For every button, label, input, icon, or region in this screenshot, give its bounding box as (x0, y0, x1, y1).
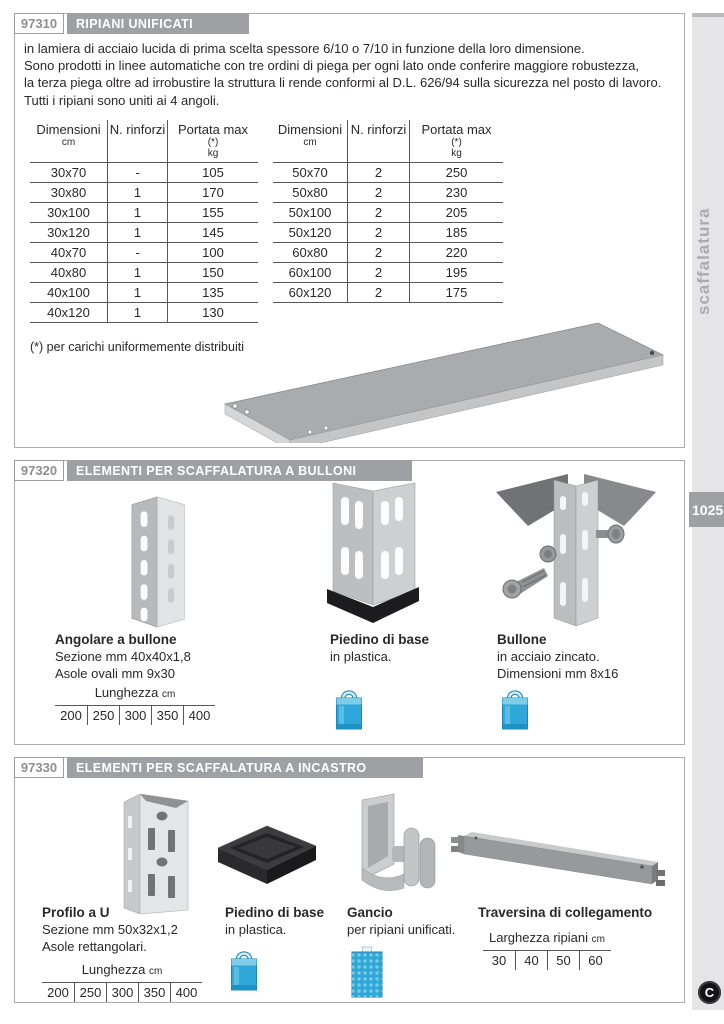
size-value: 200 (47, 985, 69, 1000)
crossbar-image (450, 818, 670, 902)
table-cell: 230 (409, 183, 503, 202)
sidebar-category-label: scaffalatura (694, 207, 713, 315)
table-body (30, 163, 258, 323)
header-unit: kg (207, 148, 219, 159)
item-title: Piedino di base (225, 905, 325, 920)
item-spec: Sezione mm 50x32x1,2 (42, 922, 178, 937)
angle-post-image (118, 492, 208, 628)
gancio-label (347, 904, 455, 938)
bullone-label (497, 631, 618, 682)
section-description (24, 40, 661, 109)
table-cell: 1 (107, 223, 167, 242)
header-label: N. rinforzi (350, 122, 407, 137)
section-code: 97330 (14, 757, 64, 778)
table-cell: 40x70 (50, 245, 87, 260)
section-title-bar: RIPIANI UNIFICATI (67, 13, 249, 34)
table-row (273, 203, 503, 223)
table-cell: 60x120 (288, 285, 332, 300)
table-cell: - (107, 163, 167, 182)
table-cell: 250 (409, 163, 503, 182)
item-spec: Sezione mm 40x40x1,8 (55, 649, 191, 664)
table-footnote: (*) per carichi uniformemente distribuiti (30, 340, 244, 354)
angolare-label (55, 631, 191, 682)
traversina-label (478, 904, 652, 921)
item-spec: in plastica. (225, 922, 287, 937)
table-cell: 220 (409, 243, 503, 262)
size-value: 400 (170, 983, 202, 1002)
size-value: 50 (547, 951, 579, 970)
section-header (14, 757, 423, 778)
table-row (273, 263, 503, 283)
size-value: 250 (87, 706, 119, 725)
header-label: Portata max (421, 122, 492, 137)
table-cell: 150 (167, 263, 258, 282)
table-cell: 2 (347, 243, 409, 262)
package-bag-icon (229, 948, 259, 992)
profilo-size-table (42, 962, 202, 1002)
header-note: (*) (207, 137, 219, 148)
table-cell: - (107, 243, 167, 262)
table-row (273, 243, 503, 263)
sidebar-top-edge (692, 13, 724, 17)
item-spec: in acciaio zincato. (497, 649, 600, 664)
table-cell: 155 (167, 203, 258, 222)
profilo-label (42, 904, 178, 955)
table-cell: 30x80 (50, 185, 87, 200)
size-value: 200 (60, 708, 82, 723)
section-ripiani-unificati (14, 13, 685, 448)
table-cell: 2 (347, 283, 409, 302)
table-row (273, 163, 503, 183)
capacity-table-left (30, 120, 258, 323)
hook-image (352, 792, 442, 904)
table-cell: 105 (167, 163, 258, 182)
table-cell: 2 (347, 203, 409, 222)
table-cell: 40x120 (47, 305, 90, 320)
table-cell: 40x100 (47, 285, 90, 300)
item-spec: in plastica. (330, 649, 392, 664)
table-cell: 100 (167, 243, 258, 262)
size-value: 250 (74, 983, 106, 1002)
size-table-header (42, 962, 202, 982)
size-value: 60 (579, 951, 611, 970)
size-value: 350 (151, 706, 183, 725)
size-values-row (483, 950, 611, 970)
description-line: Tutti i ripiani sono uniti ai 4 angoli. (24, 92, 220, 108)
size-label: Larghezza ripiani (489, 930, 589, 945)
table-row (30, 183, 258, 203)
section-header (14, 13, 249, 34)
size-table-header (55, 685, 215, 705)
header-unit: cm (61, 137, 76, 148)
table-row (30, 243, 258, 263)
description-line: in lamiera di acciaio lucida di prima scelta spessore 6/10 o 7/10 in funzione della loro dimensione. (24, 41, 585, 56)
brand-logo: C (698, 981, 721, 1004)
table-cell: 205 (409, 203, 503, 222)
description-line: Sono prodotti in linee automatiche con tre ordini di piega per ogni lato onde conferire maggiore robustezza, (24, 58, 639, 74)
item-spec: Asole ovali mm 9x30 (55, 666, 175, 681)
header-label: N. rinforzi (109, 122, 166, 137)
bolt-corner-image (492, 470, 660, 628)
table-cell: 1 (107, 203, 167, 222)
table-row (273, 283, 503, 303)
item-title: Profilo a U (42, 905, 110, 920)
size-value: 400 (183, 706, 215, 725)
item-spec: Dimensioni mm 8x16 (497, 666, 619, 681)
table-row (30, 163, 258, 183)
item-title: Piedino di base (330, 632, 430, 647)
table-header-cell (273, 120, 347, 162)
section-title-bar: ELEMENTI PER SCAFFALATURA A BULLONI (67, 460, 412, 481)
table-cell: 50x70 (292, 165, 328, 180)
size-label: Lunghezza (81, 962, 146, 977)
traversina-size-table (483, 930, 611, 970)
table-cell: 175 (409, 283, 503, 302)
table-header-cell (107, 120, 167, 162)
size-value: 300 (119, 706, 151, 725)
table-cell: 195 (409, 263, 503, 282)
table-cell: 1 (107, 283, 167, 302)
table-cell: 135 (167, 283, 258, 302)
section-code: 97310 (14, 13, 64, 34)
header-label: Dimensioni (36, 122, 101, 137)
section-code: 97320 (14, 460, 64, 481)
size-values-row (42, 982, 202, 1002)
size-value: 300 (106, 983, 138, 1002)
capacity-table-right (273, 120, 503, 303)
item-title: Traversina di collegamento (478, 905, 653, 920)
header-note: (*) (451, 137, 462, 148)
header-unit: cm (303, 137, 317, 148)
table-body (273, 163, 503, 303)
u-profile-image (112, 786, 204, 918)
table-cell: 2 (347, 223, 409, 242)
table-cell: 1 (107, 263, 167, 282)
table-cell: 50x120 (288, 225, 332, 240)
table-row (30, 223, 258, 243)
table-cell: 145 (167, 223, 258, 242)
section-header (14, 460, 412, 481)
section-elementi-bulloni (14, 460, 685, 745)
description-line: la terza piega oltre ad irrobustire la struttura li rende conformi al D.L. 626/94 sulla sicurezza nel posto di lavoro. (24, 75, 662, 91)
page-number-tab: 1025 (689, 492, 724, 527)
table-cell: 130 (167, 303, 258, 322)
table-row (30, 263, 258, 283)
size-value: 30 (491, 953, 507, 968)
piedino-label (225, 904, 324, 938)
shelf-panel-image (215, 318, 665, 443)
table-cell: 50x100 (288, 205, 332, 220)
table-header-row (273, 120, 503, 163)
table-header-cell (167, 120, 258, 162)
size-unit: cm (591, 934, 605, 945)
table-cell: 185 (409, 223, 503, 242)
table-cell: 30x100 (47, 205, 90, 220)
base-foot-image (325, 477, 421, 623)
table-cell: 170 (167, 183, 258, 202)
item-title: Bullone (497, 632, 547, 647)
size-value: 350 (138, 983, 170, 1002)
header-unit: kg (451, 148, 462, 159)
table-cell: 50x80 (292, 185, 328, 200)
table-row (30, 283, 258, 303)
table-cell: 2 (347, 183, 409, 202)
section-elementi-incastro (14, 757, 685, 1003)
package-bag-icon (500, 687, 530, 731)
table-header-cell (30, 120, 107, 162)
package-blister-icon (350, 946, 384, 998)
package-bag-icon (334, 687, 364, 731)
table-cell: 60x80 (292, 245, 328, 260)
size-table-header (483, 930, 611, 950)
item-spec: Asole rettangolari. (42, 939, 147, 954)
table-cell: 2 (347, 263, 409, 282)
table-cell: 1 (107, 183, 167, 202)
table-header-cell (347, 120, 409, 162)
table-cell: 1 (107, 303, 167, 322)
table-cell: 30x70 (50, 165, 87, 180)
item-title: Angolare a bullone (55, 632, 177, 647)
table-cell: 30x120 (47, 225, 90, 240)
item-spec: per ripiani unificati. (347, 922, 456, 937)
size-value: 40 (515, 951, 547, 970)
table-row (273, 223, 503, 243)
size-label: Lunghezza (94, 685, 159, 700)
size-unit: cm (148, 966, 163, 977)
angolare-size-table (55, 685, 215, 725)
table-cell: 60x100 (288, 265, 332, 280)
item-title: Gancio (347, 905, 393, 920)
size-values-row (55, 705, 215, 725)
table-row (273, 183, 503, 203)
section-title-bar: ELEMENTI PER SCAFFALATURA A INCASTRO (67, 757, 423, 778)
header-label: Portata max (177, 122, 249, 137)
table-cell: 2 (347, 163, 409, 182)
plastic-foot-image (212, 820, 322, 902)
piedino-label (330, 631, 429, 665)
header-label: Dimensioni (277, 122, 343, 137)
size-unit: cm (161, 689, 176, 700)
table-header-row (30, 120, 258, 163)
table-header-cell (409, 120, 503, 162)
table-cell: 40x80 (50, 265, 87, 280)
table-row (30, 203, 258, 223)
